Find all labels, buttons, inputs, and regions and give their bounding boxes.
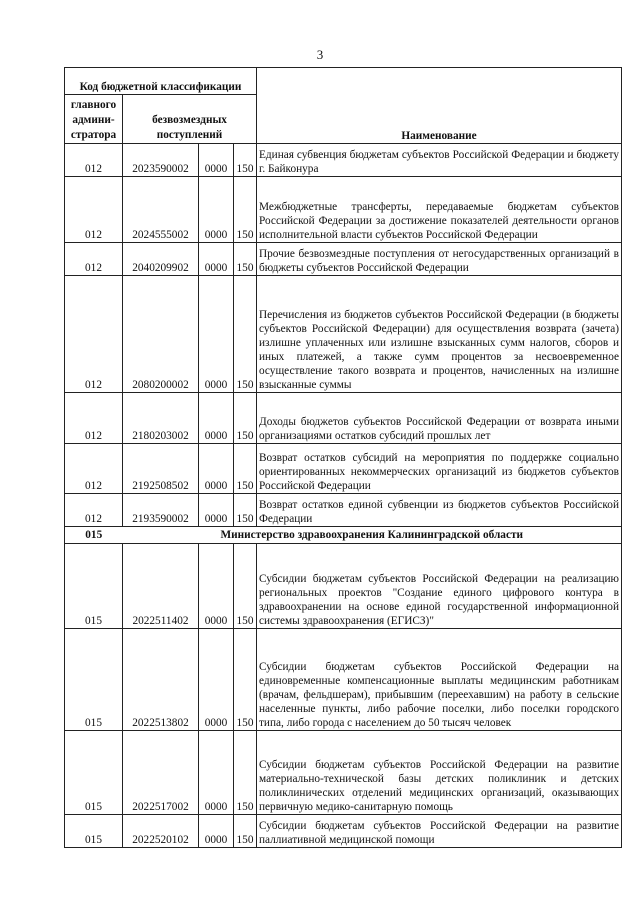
kind-code: 150 xyxy=(234,629,257,731)
table-row xyxy=(65,544,622,629)
kind-code: 150 xyxy=(234,177,257,243)
revenue-name: Субсидии бюджетам субъектов Российской Федерации на развитие паллиативной медицинской помощи xyxy=(257,815,622,848)
page-number: 3 xyxy=(316,47,324,62)
table-row xyxy=(65,815,622,848)
program-code: 0000 xyxy=(199,243,234,276)
program-code: 0000 xyxy=(199,544,234,629)
revenue-name: Доходы бюджетов субъектов Российской Федерации от возврата иными организациями остатков субсидий прошлых лет xyxy=(257,393,622,444)
table-row xyxy=(65,393,622,444)
header-gratuitous-receipts: безвозмездных поступлений xyxy=(123,95,257,144)
program-code: 0000 xyxy=(199,276,234,393)
revenue-name: Единая субвенция бюджетам субъектов Российской Федерации и бюджету г. Байконура xyxy=(257,144,622,177)
revenue-code: 2022511402 xyxy=(123,544,199,629)
revenue-code: 2192508502 xyxy=(123,444,199,494)
header-name: Наименование xyxy=(257,68,622,144)
kind-code: 150 xyxy=(234,731,257,815)
revenue-name: Перечисления из бюджетов субъектов Российской Федерации (в бюджеты субъектов Российской Федерации) для осуществления возврата (зачета) излишне уплаченных или излишне взысканных сумм налогов, сборов и иных платежей, а также сумм процентов за несвоевременное осуществление такого возврата и процентов, начисленных на излишне взысканные суммы xyxy=(257,276,622,393)
revenue-name: Возврат остатков субсидий на мероприятия по поддержке социально ориентированных некоммерческих организаций из бюджетов субъектов Российской Федерации xyxy=(257,444,622,494)
table-row xyxy=(65,444,622,494)
revenue-name: Прочие безвозмездные поступления от негосударственных организаций в бюджеты субъектов Российской Федерации xyxy=(257,243,622,276)
header-classification-code: Код бюджетной классификации xyxy=(65,68,257,95)
admin-code: 012 xyxy=(65,243,123,276)
program-code: 0000 xyxy=(199,444,234,494)
revenue-name: Субсидии бюджетам субъектов Российской Федерации на развитие материально-технической базы детских поликлиник и детских поликлинических отделений медицинских организаций, оказывающих первичную медико-санитарную помощь xyxy=(257,731,622,815)
program-code: 0000 xyxy=(199,177,234,243)
table-row xyxy=(65,276,622,393)
kind-code: 150 xyxy=(234,276,257,393)
section-row xyxy=(65,527,622,544)
revenue-code: 2022517002 xyxy=(123,731,199,815)
revenue-code: 2024555002 xyxy=(123,177,199,243)
admin-code: 015 xyxy=(65,815,123,848)
revenue-code: 2080200002 xyxy=(123,276,199,393)
admin-code: 015 xyxy=(65,544,123,629)
revenue-code: 2040209902 xyxy=(123,243,199,276)
revenue-code: 2022520102 xyxy=(123,815,199,848)
admin-code: 015 xyxy=(65,629,123,731)
admin-code: 012 xyxy=(65,393,123,444)
revenue-code: 2193590002 xyxy=(123,494,199,527)
revenue-code: 2023590002 xyxy=(123,144,199,177)
admin-code: 012 xyxy=(65,177,123,243)
revenue-name: Субсидии бюджетам субъектов Российской Федерации на реализацию региональных проектов "Создание единого цифрового контура в здравоохранении на основе единой государственной информационной системы здравоохранения (ЕГИСЗ)" xyxy=(257,544,622,629)
admin-code: 012 xyxy=(65,444,123,494)
table-row xyxy=(65,494,622,527)
program-code: 0000 xyxy=(199,815,234,848)
revenue-name: Межбюджетные трансферты, передаваемые бюджетам субъектов Российской Федерации за достижение показателей деятельности органов исполнительной власти субъектов Российской Федерации xyxy=(257,177,622,243)
kind-code: 150 xyxy=(234,494,257,527)
program-code: 0000 xyxy=(199,629,234,731)
table-row xyxy=(65,731,622,815)
revenue-code: 2022513802 xyxy=(123,629,199,731)
kind-code: 150 xyxy=(234,444,257,494)
admin-code: 015 xyxy=(65,731,123,815)
revenue-name: Субсидии бюджетам субъектов Российской Федерации на единовременные компенсационные выплаты медицинским работникам (врачам, фельдшерам), прибывшим (переехавшим) на работу в сельские населенные пункты, либо рабочие поселки, либо поселки городского типа, либо города с населением до 50 тысяч человек xyxy=(257,629,622,731)
kind-code: 150 xyxy=(234,393,257,444)
program-code: 0000 xyxy=(199,494,234,527)
header-chief-administrator: главного админи-стратора xyxy=(65,95,123,144)
revenue-name: Возврат остатков единой субвенции из бюджетов субъектов Российской Федерации xyxy=(257,494,622,527)
table-row xyxy=(65,243,622,276)
table-row xyxy=(65,629,622,731)
program-code: 0000 xyxy=(199,393,234,444)
admin-code: 012 xyxy=(65,144,123,177)
kind-code: 150 xyxy=(234,144,257,177)
table-row xyxy=(65,177,622,243)
admin-code: 012 xyxy=(65,494,123,527)
revenue-code: 2180203002 xyxy=(123,393,199,444)
admin-code: 012 xyxy=(65,276,123,393)
table-row xyxy=(65,144,622,177)
kind-code: 150 xyxy=(234,544,257,629)
budget-classification-table xyxy=(64,67,622,848)
section-admin-code: 015 xyxy=(65,527,123,544)
program-code: 0000 xyxy=(199,144,234,177)
kind-code: 150 xyxy=(234,243,257,276)
program-code: 0000 xyxy=(199,731,234,815)
section-title: Министерство здравоохранения Калининградской области xyxy=(123,527,622,544)
kind-code: 150 xyxy=(234,815,257,848)
